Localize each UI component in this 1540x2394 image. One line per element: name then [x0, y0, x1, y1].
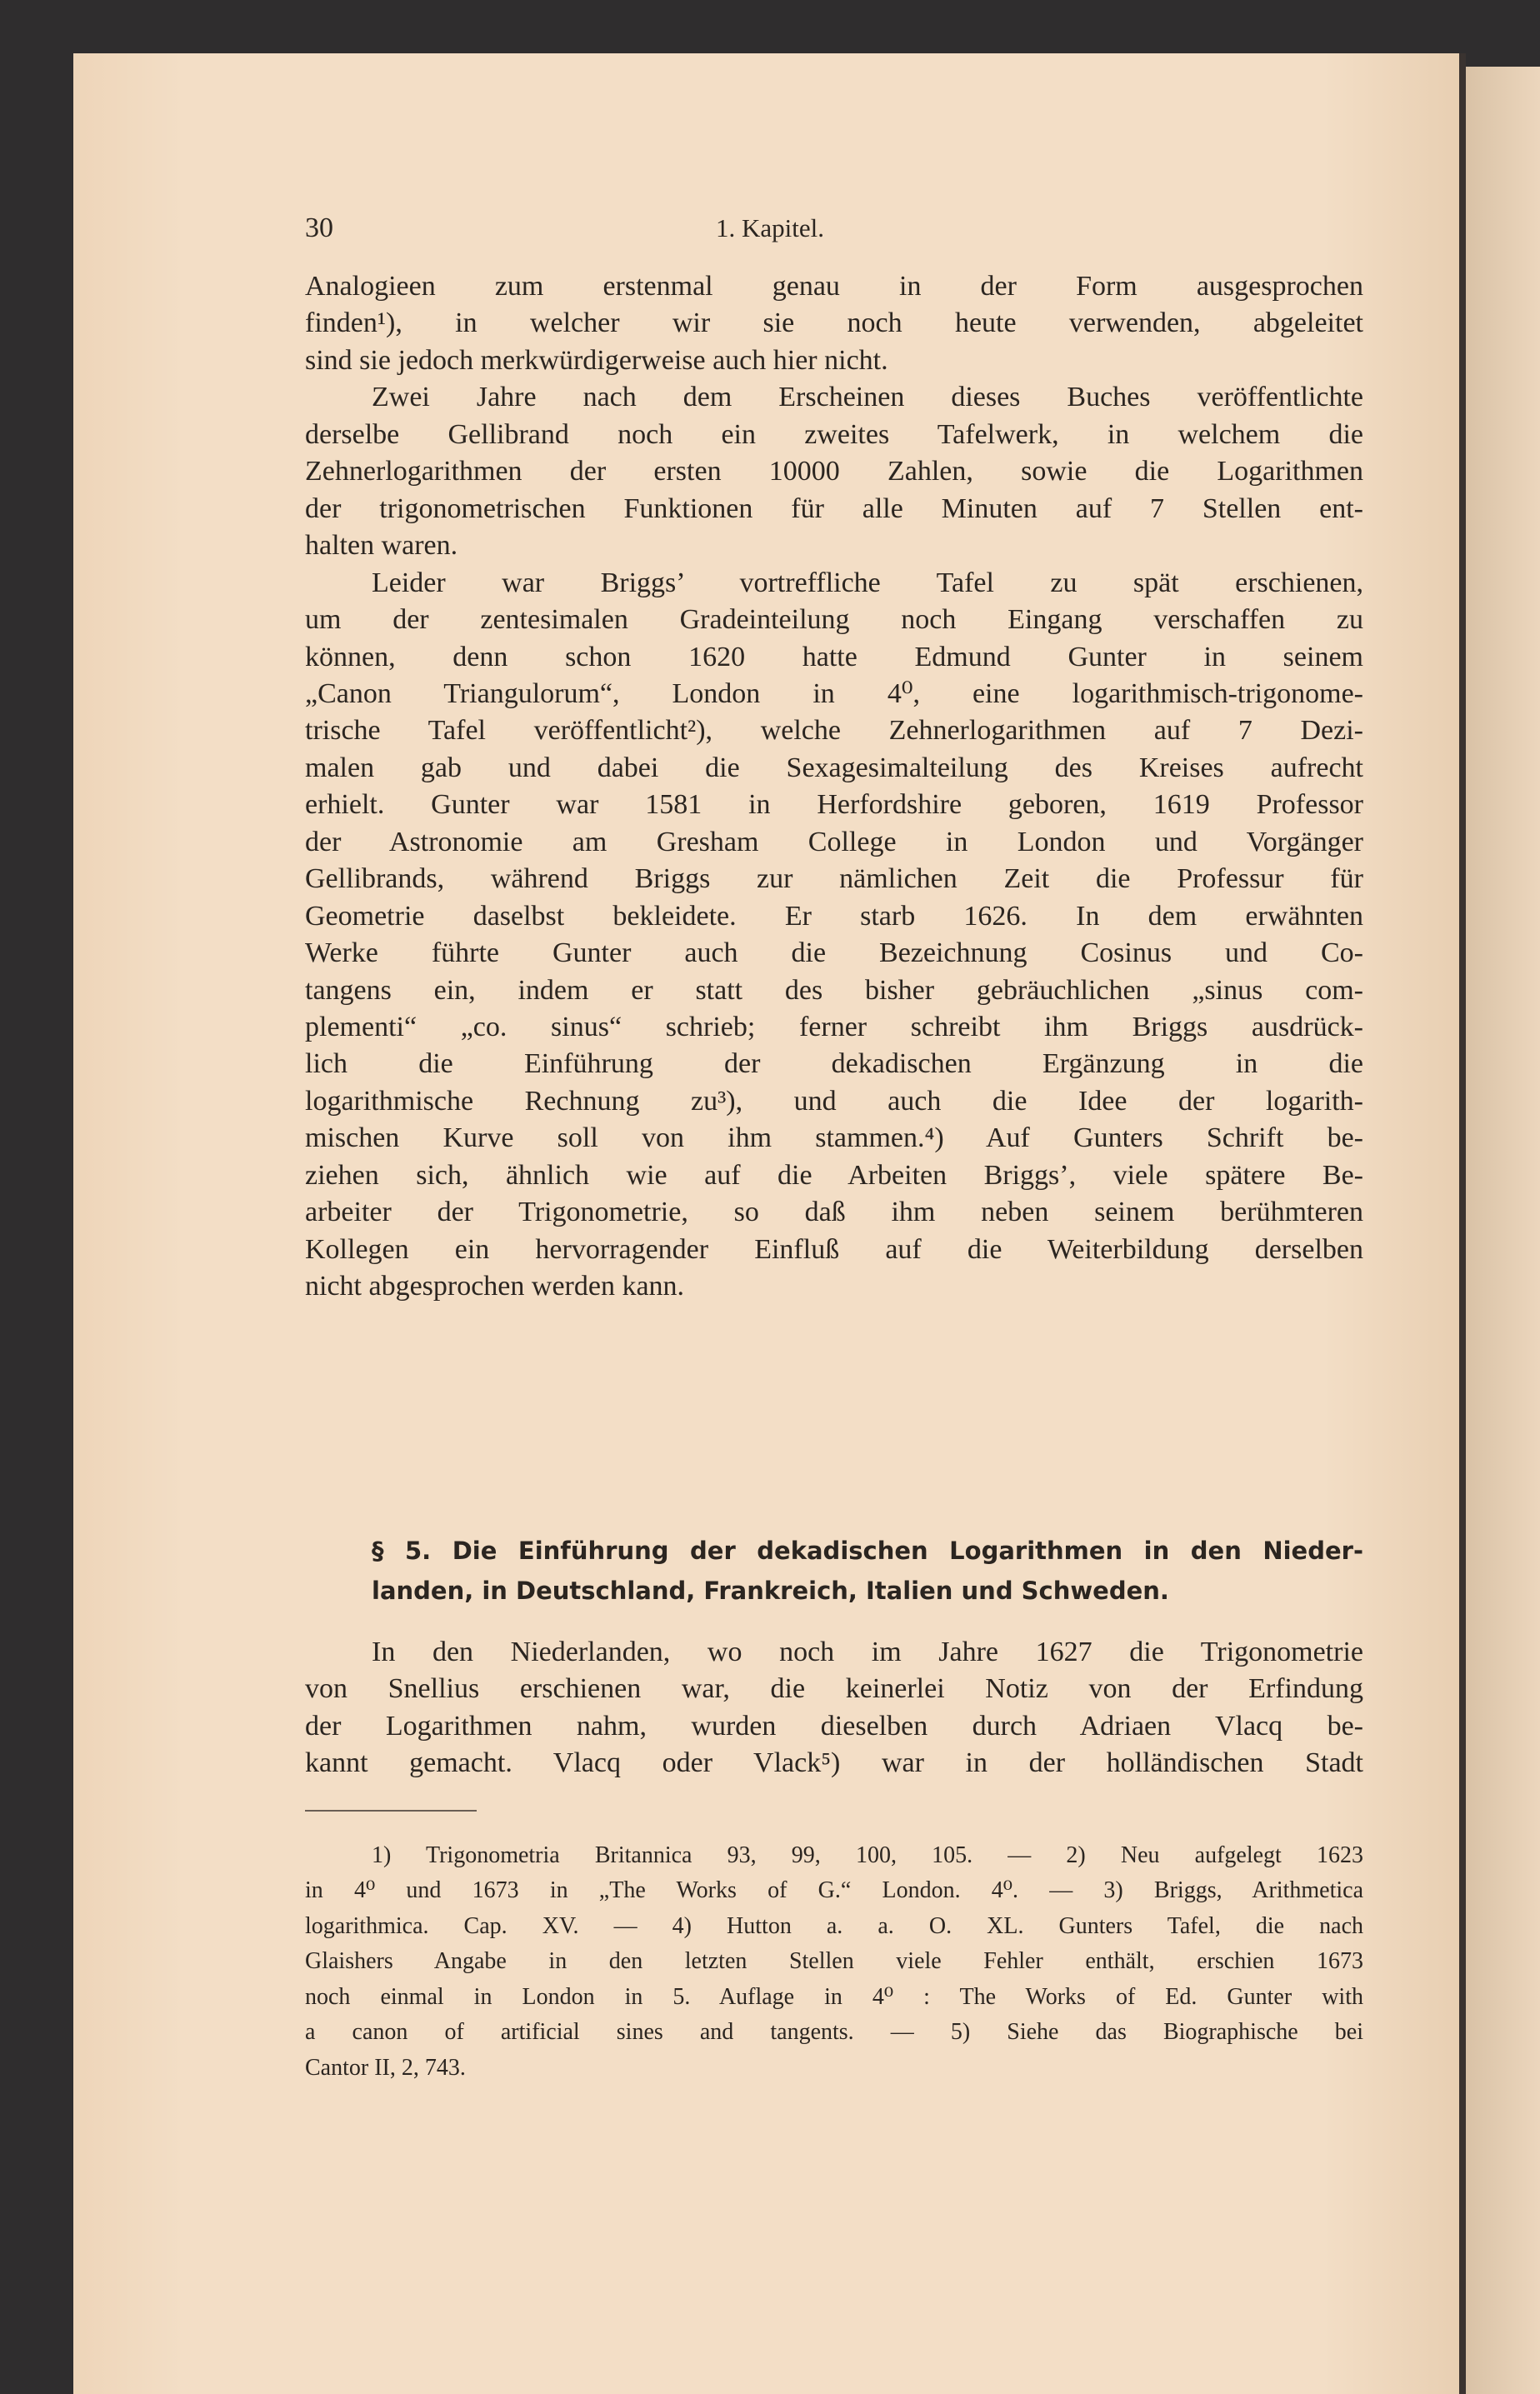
- section-heading-line-1: § 5. Die Einführung der dekadischen Logarithmen in den Nieder-: [372, 1537, 1363, 1565]
- book-spine: [1459, 53, 1466, 2394]
- text-line: der Astronomie am Gresham College in London und Vorgänger: [305, 827, 1363, 857]
- text-line: Zehnerlogarithmen der ersten 10000 Zahlen, sowie die Logarithmen: [305, 456, 1363, 487]
- adjacent-page-edge: [1466, 67, 1540, 2394]
- text-line: mischen Kurve soll von ihm stammen.⁴) Auf Gunters Schrift be-: [305, 1122, 1363, 1153]
- text-line: derselbe Gellibrand noch ein zweites Tafelwerk, in welchem die: [305, 419, 1363, 450]
- text-line: kannt gemacht. Vlacq oder Vlack⁵) war in der holländischen Stadt: [305, 1747, 1363, 1778]
- text-line: lich die Einführung der dekadischen Ergänzung in die: [305, 1048, 1363, 1079]
- text-line: trische Tafel veröffentlicht²), welche Zehnerlogarithmen auf 7 Dezi-: [305, 715, 1363, 746]
- footnote-divider: [305, 1810, 477, 1812]
- text-line: in 4⁰ und 1673 in „The Works of G.“ London. 4⁰. — 3) Briggs, Arithmetica: [305, 1877, 1363, 1903]
- text-line: a canon of artificial sines and tangents. — 5) Siehe das Biographische bei: [305, 2019, 1363, 2045]
- text-line: erhielt. Gunter war 1581 in Herfordshire geboren, 1619 Professor: [305, 789, 1363, 820]
- text-line: plementi“ „co. sinus“ schrieb; ferner schreibt ihm Briggs ausdrück-: [305, 1012, 1363, 1042]
- text-line: Glaishers Angabe in den letzten Stellen viele Fehler enthält, erschien 1673: [305, 1948, 1363, 1974]
- text-line: nicht abgesprochen werden kann.: [305, 1271, 685, 1302]
- text-line: Geometrie daselbst bekleidete. Er starb 1626. In dem erwähnten: [305, 901, 1363, 932]
- text-line: Leider war Briggs’ vortreffliche Tafel zu spät erschienen,: [372, 567, 1363, 598]
- text-line: können, denn schon 1620 hatte Edmund Gunter in seinem: [305, 642, 1363, 672]
- text-line: noch einmal in London in 5. Auflage in 4⁰ : The Works of Ed. Gunter with: [305, 1984, 1363, 2010]
- running-head-chapter: 1. Kapitel.: [716, 213, 824, 242]
- section-heading-line-2: landen, in Deutschland, Frankreich, Italien und Schweden.: [372, 1577, 1169, 1605]
- text-line: finden¹), in welcher wir sie noch heute verwenden, abgeleitet: [305, 307, 1363, 338]
- text-line: Analogieen zum erstenmal genau in der Form ausgesprochen: [305, 271, 1363, 302]
- text-line: von Snellius erschienen war, die keinerlei Notiz von der Erfindung: [305, 1673, 1363, 1704]
- text-line: halten waren.: [305, 530, 458, 561]
- text-line: „Canon Triangulorum“, London in 4⁰, eine logarithmisch-trigonome-: [305, 678, 1363, 709]
- text-line: Cantor II, 2, 743.: [305, 2055, 466, 2081]
- text-line: logarithmische Rechnung zu³), und auch die Idee der logarith-: [305, 1086, 1363, 1117]
- text-line: Zwei Jahre nach dem Erscheinen dieses Buches veröffentlichte: [372, 382, 1363, 412]
- text-line: Kollegen ein hervorragender Einfluß auf die Weiterbildung derselben: [305, 1234, 1363, 1265]
- text-line: ziehen sich, ähnlich wie auf die Arbeiten Briggs’, viele spätere Be-: [305, 1160, 1363, 1191]
- text-line: arbeiter der Trigonometrie, so daß ihm neben seinem berühmteren: [305, 1197, 1363, 1227]
- text-line: tangens ein, indem er statt des bisher gebräuchlichen „sinus com-: [305, 975, 1363, 1006]
- text-line: 1) Trigonometria Britannica 93, 99, 100, 105. — 2) Neu aufgelegt 1623: [372, 1842, 1363, 1868]
- text-line: der trigonometrischen Funktionen für alle Minuten auf 7 Stellen ent-: [305, 493, 1363, 524]
- text-line: Gellibrands, während Briggs zur nämlichen Zeit die Professur für: [305, 863, 1363, 894]
- text-line: malen gab und dabei die Sexagesimalteilung des Kreises aufrecht: [305, 752, 1363, 783]
- text-line: sind sie jedoch merkwürdigerweise auch hier nicht.: [305, 345, 888, 376]
- text-line: logarithmica. Cap. XV. — 4) Hutton a. a. O. XL. Gunters Tafel, die nach: [305, 1913, 1363, 1939]
- text-line: um der zentesimalen Gradeinteilung noch Eingang verschaffen zu: [305, 604, 1363, 635]
- text-line: der Logarithmen nahm, wurden dieselben durch Adriaen Vlacq be-: [305, 1711, 1363, 1742]
- text-line: In den Niederlanden, wo noch im Jahre 1627 die Trigonometrie: [372, 1637, 1363, 1667]
- page-number: 30: [305, 212, 333, 243]
- text-line: Werke führte Gunter auch die Bezeichnung Cosinus und Co-: [305, 937, 1363, 968]
